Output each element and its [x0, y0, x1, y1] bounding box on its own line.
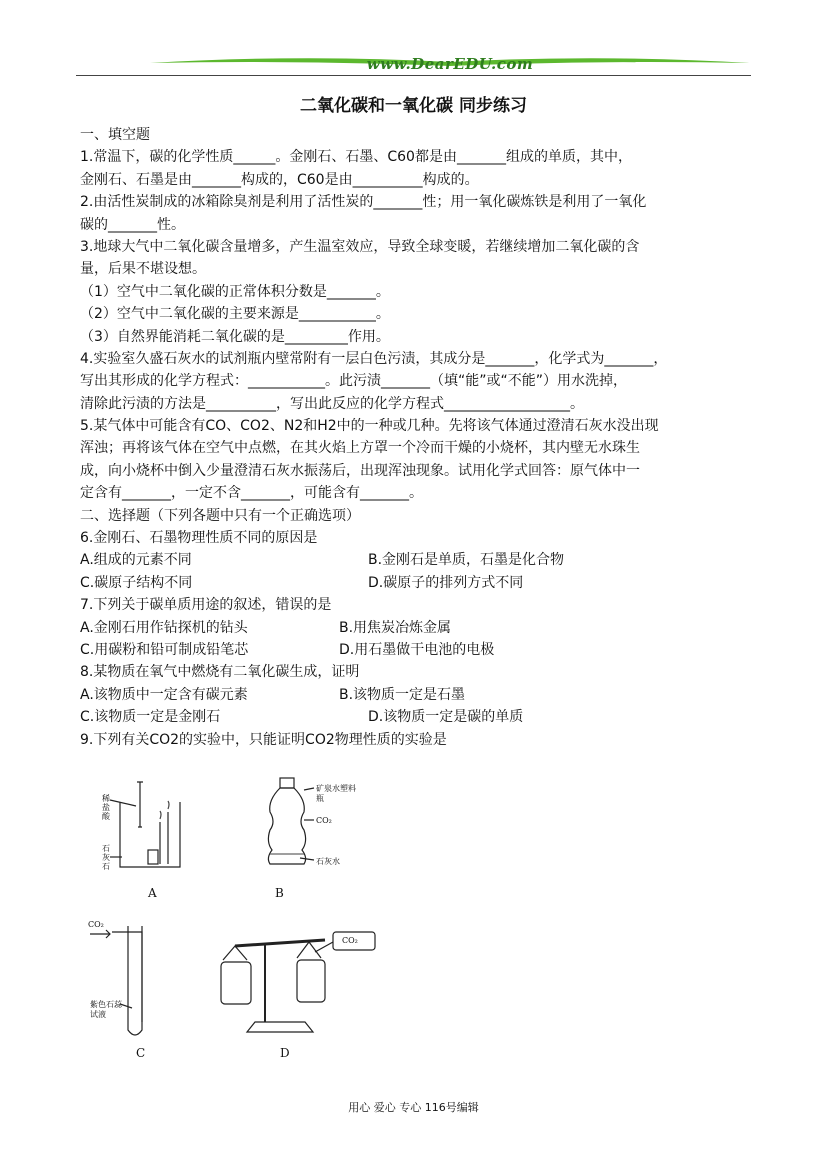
- option-row: [80, 617, 752, 639]
- option-d: D.用石墨做干电池的电极: [339, 641, 495, 658]
- figure-c-letter: C: [136, 1046, 146, 1060]
- figure-d-letter: D: [280, 1046, 290, 1060]
- figure-b-label-lime: 石灰水: [316, 857, 340, 866]
- option-c: C.用碳粉和铅可制成铅笔芯: [80, 641, 249, 658]
- option-a: A.组成的元素不同: [80, 552, 192, 569]
- option-row: [80, 639, 752, 661]
- text-line: 1.常温下，碳的化学性质______。金刚石、石墨、C60都是由_______组成的单质，其中，: [80, 149, 632, 166]
- text-line: 清除此污渍的方法是__________，写出此反应的化学方程式__________________。: [80, 395, 584, 412]
- text-line: 3.地球大气中二氧化碳含量增多，产生温室效应，导致全球变暖，若继续增加二氧化碳的含: [80, 238, 640, 255]
- option-c: C.该物质一定是金刚石: [80, 709, 221, 726]
- worksheet-body: [80, 124, 752, 751]
- option-row: [80, 684, 752, 706]
- page-title: 二氧化碳和一氧化碳 同步练习: [300, 96, 527, 116]
- figure-b-label-co2: CO₂: [316, 816, 332, 825]
- figure-d-label-co2: CO₂: [342, 936, 358, 945]
- text-line: 定含有_______，一定不含_______，可能含有_______。: [80, 485, 423, 502]
- text-line: 量，后果不堪设想。: [80, 261, 206, 278]
- text-line: 金刚石、石墨是由_______构成的，C60是由__________构成的。: [80, 171, 479, 188]
- option-b: B.用焦炭冶炼金属: [339, 619, 452, 636]
- text-line: 成，向小烧杯中倒入少量澄清石灰水振荡后，出现浑浊现象。试用化学式回答：原气体中一: [80, 462, 640, 479]
- option-row: [80, 706, 752, 728]
- page-footer: 用心 爱心 专心 116号编辑: [348, 1101, 479, 1114]
- text-line: 碳的_______性。: [80, 216, 185, 233]
- option-a: A.金刚石用作钻探机的钻头: [80, 619, 248, 636]
- figure-c-label-litmus: 紫色石蕊试液: [90, 1000, 122, 1019]
- figure-b-label-bottle: 矿泉水塑料瓶: [316, 784, 356, 803]
- figure-c-label-co2: CO₂: [88, 920, 104, 929]
- question-stem: 7.下列关于碳单质用途的叙述，错误的是: [80, 597, 332, 614]
- option-a: A.该物质中一定含有碳元素: [80, 686, 248, 703]
- header-rule: [76, 75, 751, 76]
- figure-a-label-acid: 稀盐酸: [102, 794, 110, 821]
- text-line: 浑浊；再将该气体在空气中点燃，在其火焰上方罩一个冷而干燥的小烧杯，其内壁无水珠生: [80, 440, 640, 457]
- option-row: [80, 572, 752, 594]
- site-url: www.DearEDU.com: [366, 55, 534, 73]
- text-line: （2）空气中二氧化碳的主要来源是___________。: [80, 306, 390, 323]
- figure-a-label-stone: 石灰石: [102, 844, 110, 871]
- option-d: D.碳原子的排列方式不同: [368, 574, 524, 591]
- text-line: （3）自然界能消耗二氧化碳的是_________作用。: [80, 328, 390, 345]
- figure-a-letter: A: [148, 886, 157, 900]
- text-line: 5.某气体中可能含有CO、CO2、N2和H2中的一种或几种。先将该气体通过澄清石灰水没出现: [80, 418, 659, 435]
- text-line: 4.实验室久盛石灰水的试剂瓶内壁常附有一层白色污渍，其成分是_______，化学式为_______，: [80, 350, 668, 367]
- option-b: B.金刚石是单质，石墨是化合物: [368, 552, 565, 569]
- text-line: 写出其形成的化学方程式：___________。此污渍_______（填“能”或“不能”）用水洗掉，: [80, 373, 628, 390]
- text-line: （1）空气中二氧化碳的正常体积分数是_______。: [80, 283, 390, 300]
- section-heading: 二、选择题（下列各题中只有一个正确选项）: [80, 507, 360, 524]
- figure-d-balance: [215, 922, 395, 1052]
- section-heading: 一、填空题: [80, 127, 150, 143]
- option-row: [80, 549, 752, 571]
- option-c: C.碳原子结构不同: [80, 574, 193, 591]
- text-line: 2.由活性炭制成的冰箱除臭剂是利用了活性炭的_______性；用一氧化碳炼铁是利用了一氧化: [80, 194, 647, 211]
- figure-b-letter: B: [275, 886, 284, 900]
- question-stem: 8.某物质在氧气中燃烧有二氧化碳生成，证明: [80, 664, 360, 681]
- option-d: D.该物质一定是碳的单质: [368, 709, 524, 726]
- question-stem: 6.金刚石、石墨物理性质不同的原因是: [80, 530, 318, 547]
- option-b: B.该物质一定是石墨: [339, 686, 466, 703]
- figure-c-test-tube: [80, 912, 190, 1052]
- experiment-figures: [80, 772, 480, 1072]
- figure-a-beaker: [80, 772, 190, 882]
- question-stem: 9.下列有关CO2的实验中，只能证明CO2物理性质的实验是: [80, 731, 447, 748]
